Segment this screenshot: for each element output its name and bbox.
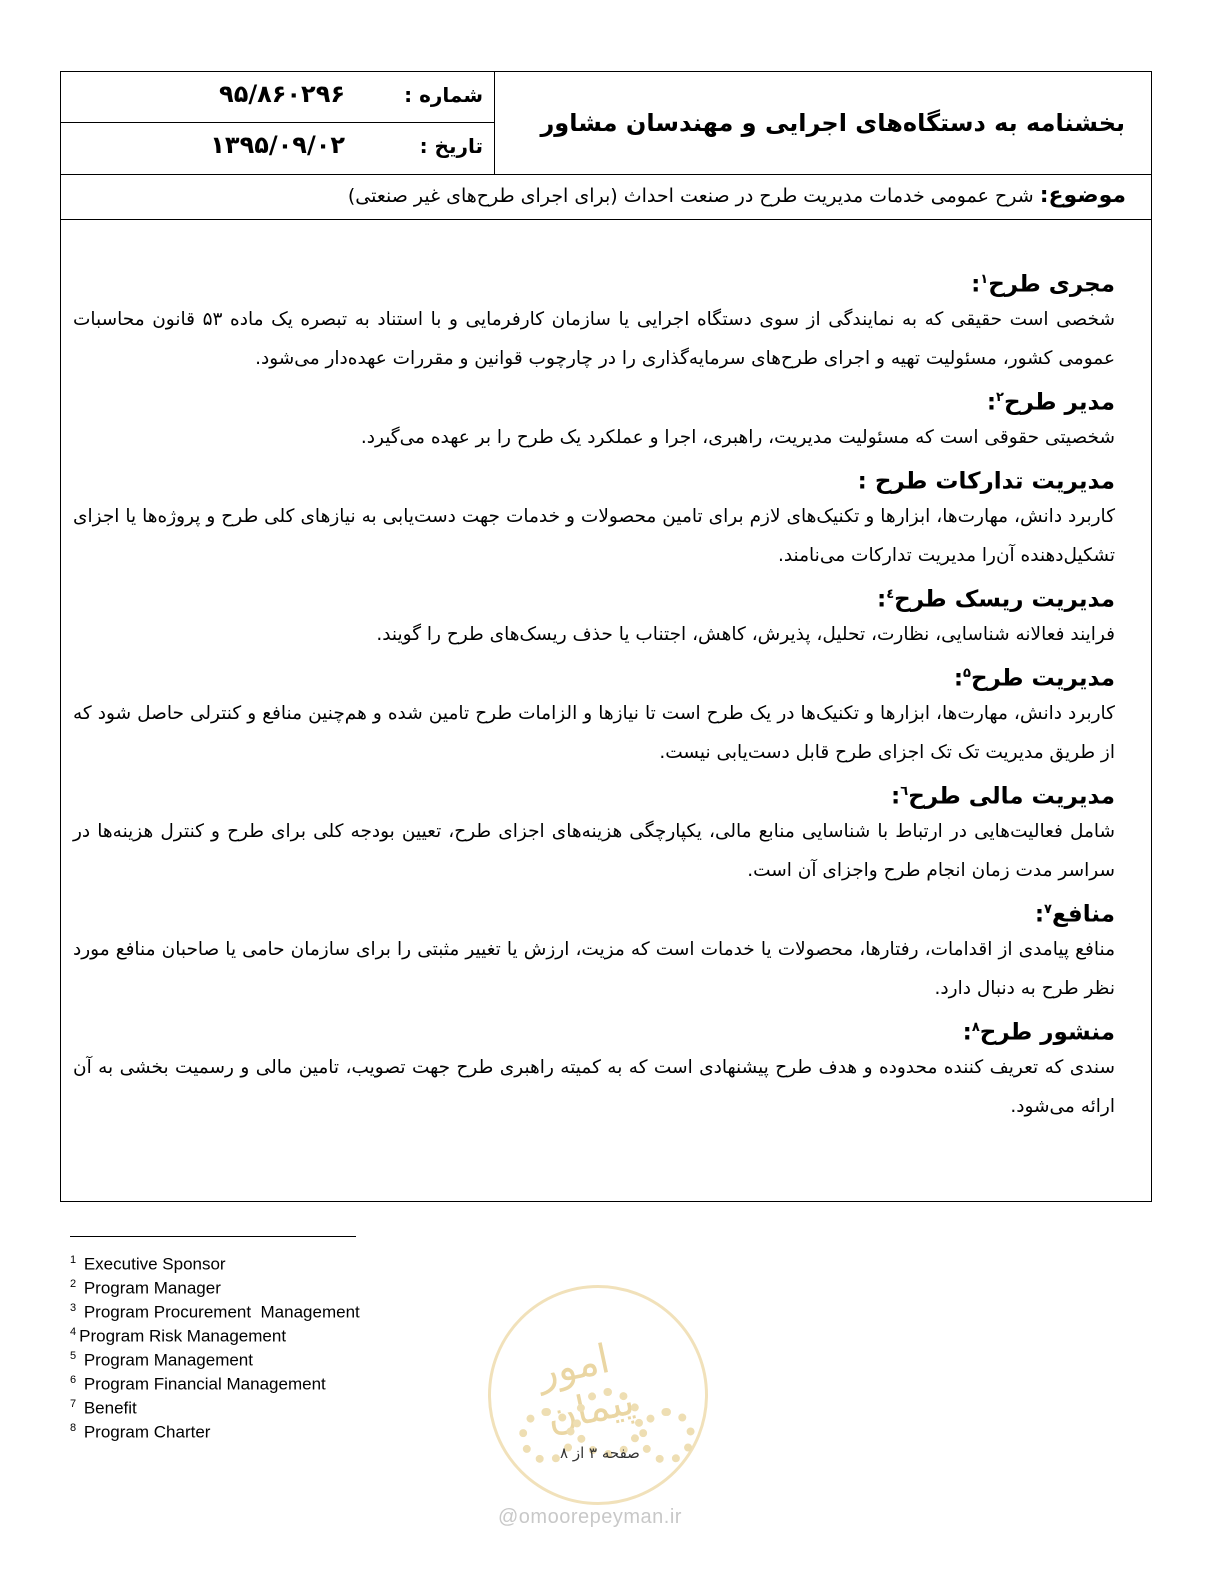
footnote-item: $^6$ Program Financial Management [70, 1374, 326, 1394]
circular-frame [60, 71, 1152, 1202]
subject-text: شرح عمومی خدمات مدیریت طرح در صنعت احداث (برای اجرای طرح‌های غیر صنعتی) [347, 185, 1034, 207]
footnote-item: $^3$ Program Procurement Management [70, 1302, 360, 1322]
watermark-logo [488, 1285, 708, 1505]
footnote-ref[interactable]: ۷ [1044, 902, 1052, 917]
footnote-item: $^2$ Program Manager [70, 1278, 221, 1298]
footnote-ref[interactable]: ۱ [980, 272, 989, 287]
number-row [61, 72, 495, 123]
footnote-ref[interactable]: ۸ [971, 1020, 980, 1035]
term-definition: کاربرد دانش، مهارت‌ها، ابزارها و تکنیک‌های لازم برای تامین محصولات و خدمات جهت دست‌یابی به نیازهای کلی طرح و پروژه‌ها یا اجزای تشکیل‌دهنده آن‌را مدیریت تدارکات می‌نامند. [73, 506, 1115, 566]
footnote-item: $^4$ Program Risk Management [70, 1326, 287, 1346]
term-item [73, 1008, 1115, 1126]
footnote-ref[interactable]: ٦ [900, 784, 909, 799]
header-title-cell [493, 72, 1151, 175]
term-definition: شخصیتی حقوقی است که مسئولیت مدیریت، راهبری، اجرا و عملکرد یک طرح را بر عهده می‌گیرد. [360, 427, 1115, 448]
watermark-text: امور پیمان [533, 1335, 639, 1442]
footnote-item: $^8$ Program Charter [70, 1422, 211, 1442]
term-item [73, 772, 1115, 890]
term-heading: مدیریت طرح$^۵$: [953, 665, 1115, 692]
term-heading: مدیریت تدارکات طرح : [857, 468, 1115, 495]
term-item [73, 575, 1115, 654]
term-item [73, 890, 1115, 1008]
footnote-ref[interactable]: ۵ [963, 666, 971, 681]
site-url: @omoorepeyman.ir [498, 1506, 682, 1528]
term-definition: شخصی است حقیقی که به نمایندگی از سوی دستگاه اجرایی یا سازمان کارفرمایی و با استناد به تبصره یک ماده ۵۳ قانون محاسبات عمومی کشور، مسئولیت تهیه و اجرای طرح‌های سرمایه‌گذاری را در چارچوب قوانین و مقررات عهده‌دار می‌شود. [73, 309, 1115, 369]
footnote-ref[interactable]: ٤ [886, 587, 895, 602]
term-heading: مجری طرح$^۱$: [971, 271, 1115, 298]
number-value: ۹۵/۸۶۰۲۹۶ [219, 80, 345, 108]
date-row [61, 123, 495, 174]
term-item [73, 260, 1115, 378]
subject-label: موضوع: [1039, 183, 1126, 208]
term-item [73, 457, 1115, 575]
date-label: تاریخ : [419, 134, 483, 158]
footnote-ref[interactable]: ۲ [996, 390, 1004, 405]
term-item [73, 378, 1115, 457]
term-item [73, 654, 1115, 772]
term-heading: مدیر طرح$^۲$: [986, 389, 1115, 416]
header-meta-box [61, 72, 495, 175]
subject-row [61, 175, 1151, 220]
page-number: صفحه ۳ از ۸ [560, 1444, 640, 1462]
footnote-item: $^1$ Executive Sponsor [70, 1254, 226, 1274]
definitions-content [73, 260, 1115, 1126]
term-definition: سندی که تعریف کننده محدوده و هدف طرح پیشنهادی است که به کمیته راهبری طرح جهت تصویب، تامین مالی و رسمیت بخشی به آن ارائه می‌شود. [73, 1057, 1115, 1117]
footnote-separator [70, 1236, 356, 1237]
term-definition: کاربرد دانش، مهارت‌ها، ابزارها و تکنیک‌ها در یک طرح است تا نیازها و الزامات طرح تامین شده و هم‌چنین منافع و کنترلی حاصل شود که از طریق مدیریت تک تک اجزای طرح قابل دست‌یابی نیست. [73, 703, 1115, 763]
number-label: شماره : [404, 83, 483, 107]
term-heading: مدیریت مالی طرح$^٦$: [891, 783, 1115, 810]
footnotes-list [70, 1248, 360, 1440]
gear-icon [639, 1408, 695, 1464]
term-definition: شامل فعالیت‌هایی در ارتباط با شناسایی منابع مالی، یکپارچگی هزینه‌های اجزای طرح، تعیین بودجه کلی برای طرح و کنترل هزینه‌ها در سراسر مدت زمان انجام طرح واجزای آن است. [73, 821, 1115, 881]
term-heading: مدیریت ریسک طرح$^٤$: [877, 586, 1115, 613]
document-title: بخشنامه به دستگاه‌های اجرایی و مهندسان مشاور [540, 109, 1125, 137]
footnote-item: $^5$ Program Management [70, 1350, 253, 1370]
footnote-item: $^7$ Benefit [70, 1398, 137, 1418]
term-definition: منافع پیامدی از اقدامات، رفتارها، محصولات یا خدمات است که مزیت، ارزش یا تغییر مثبتی را برای سازمان حامی یا صاحبان منافع مورد نظر طرح به دنبال دارد. [73, 939, 1115, 999]
term-definition: فرایند فعالانه شناسایی، نظارت، تحلیل، پذیرش، کاهش، اجتناب یا حذف ریسک‌های طرح را گویند. [376, 624, 1115, 645]
term-heading: منافع$^۷$: [1034, 901, 1115, 928]
term-heading: منشور طرح$^۸$: [962, 1019, 1115, 1046]
date-value: ۱۳۹۵/۰۹/۰۲ [210, 131, 345, 159]
